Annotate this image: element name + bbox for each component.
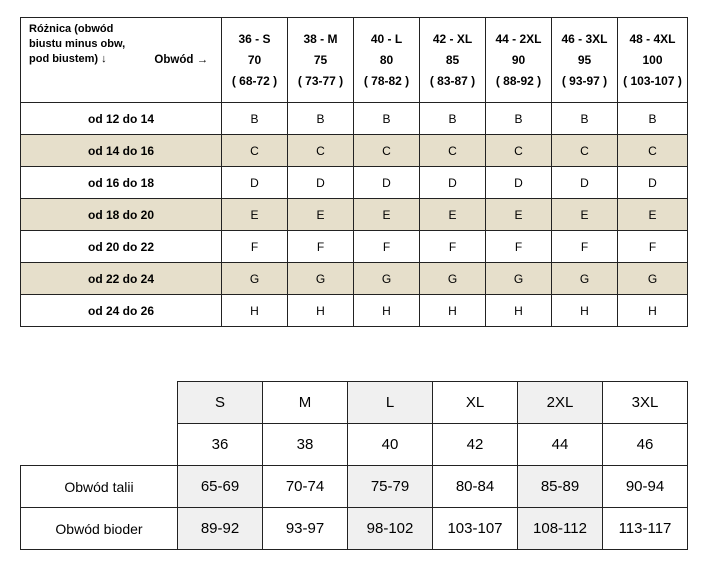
measurement-row [21,466,688,508]
cup-size-cell: F [354,231,420,263]
measurement-value: 89-92 [178,508,263,550]
blank-corner [21,424,178,466]
cup-size-cell: B [486,103,552,135]
size-label: 36 - S [238,31,271,46]
band-range: ( 88-92 ) [495,73,542,88]
cup-size-cell: H [618,295,688,327]
size-number-cell: 38 [263,424,348,466]
difference-range-label: od 22 do 24 [21,263,222,295]
size-number-cell: 44 [518,424,603,466]
cup-size-cell: C [420,135,486,167]
size-letter-cell: 2XL [518,382,603,424]
measurement-value: 70-74 [263,466,348,508]
size-label: 44 - 2XL [495,31,542,46]
band-value: 85 [445,52,460,67]
size-header-cell [222,18,288,103]
measurement-value: 98-102 [348,508,433,550]
difference-range-label: od 12 do 14 [21,103,222,135]
size-number-row [21,424,688,466]
cup-size-cell: H [354,295,420,327]
measurement-value: 103-107 [433,508,518,550]
cup-size-cell: G [552,263,618,295]
cup-table-row [21,295,688,327]
cup-size-cell: E [486,199,552,231]
difference-range-label: od 16 do 18 [21,167,222,199]
cup-size-cell: F [552,231,618,263]
cup-size-cell: E [618,199,688,231]
cup-size-cell: C [354,135,420,167]
size-label: 46 - 3XL [561,31,608,46]
cup-size-cell: F [618,231,688,263]
cup-size-cell: C [486,135,552,167]
cup-size-cell: D [552,167,618,199]
cup-size-cell: H [420,295,486,327]
size-letter-cell: XL [433,382,518,424]
cup-size-cell: B [222,103,288,135]
measurement-label: Obwód bioder [21,508,178,550]
measurement-value: 65-69 [178,466,263,508]
band-value: 90 [511,52,526,67]
difference-range-label: od 24 do 26 [21,295,222,327]
size-letter-row [21,382,688,424]
cup-size-cell: G [222,263,288,295]
cup-size-cell: D [486,167,552,199]
cup-size-cell: E [420,199,486,231]
cup-size-cell: E [552,199,618,231]
measurement-value: 93-97 [263,508,348,550]
size-letter-cell: L [348,382,433,424]
cup-size-cell: H [288,295,354,327]
size-label: 40 - L [370,31,403,46]
band-range: ( 83-87 ) [429,73,476,88]
size-letter-cell: S [178,382,263,424]
band-range: ( 78-82 ) [363,73,410,88]
band-value: 80 [379,52,394,67]
cup-size-cell: G [618,263,688,295]
difference-range-label: od 20 do 22 [21,231,222,263]
size-letter-cell: 3XL [603,382,688,424]
size-label: 42 - XL [432,31,473,46]
size-letter-cell: M [263,382,348,424]
difference-range-label: od 18 do 20 [21,199,222,231]
size-header-cell [486,18,552,103]
cup-size-cell: G [354,263,420,295]
cup-size-cell: B [420,103,486,135]
cup-size-cell: D [618,167,688,199]
cup-table-row [21,103,688,135]
size-header-cell [552,18,618,103]
waist-hip-size-table [20,381,688,550]
band-value: 95 [577,52,592,67]
cup-size-cell: H [552,295,618,327]
measurement-row [21,508,688,550]
cup-size-cell: B [354,103,420,135]
band-value: 75 [313,52,328,67]
cup-size-cell: F [222,231,288,263]
band-range: ( 103-107 ) [623,73,682,88]
measurement-value: 85-89 [518,466,603,508]
size-number-cell: 40 [348,424,433,466]
cup-size-cell: E [354,199,420,231]
band-range: ( 93-97 ) [561,73,608,88]
cup-size-cell: E [222,199,288,231]
cup-table-row [21,167,688,199]
cup-table-row [21,263,688,295]
cup-size-cell: C [222,135,288,167]
cup-size-cell: D [288,167,354,199]
cup-size-cell: D [420,167,486,199]
blank-corner [21,382,178,424]
measurement-value: 75-79 [348,466,433,508]
band-value: 70 [247,52,262,67]
cup-size-cell: G [420,263,486,295]
size-header-cell [354,18,420,103]
size-header-cell [420,18,486,103]
measurement-value: 90-94 [603,466,688,508]
size-number-cell: 46 [603,424,688,466]
band-range: ( 68-72 ) [231,73,278,88]
cup-size-cell: G [288,263,354,295]
cup-size-cell: H [486,295,552,327]
cup-size-cell: B [552,103,618,135]
cup-size-cell: F [486,231,552,263]
cup-size-cell: G [486,263,552,295]
size-label: 48 - 4XL [629,31,676,46]
cup-size-cell: H [222,295,288,327]
cup-size-cell: F [420,231,486,263]
cup-table-row [21,135,688,167]
size-header-cell [618,18,688,103]
cup-size-cell: E [288,199,354,231]
circumference-header: Obwód → [142,18,222,103]
cup-table-row [21,199,688,231]
size-header-cell [288,18,354,103]
size-number-cell: 36 [178,424,263,466]
difference-header: Różnica (obwód biustu minus obw, pod biustem) ↓ [21,18,142,103]
cup-size-cell: C [552,135,618,167]
cup-size-cell: B [288,103,354,135]
measurement-value: 108-112 [518,508,603,550]
band-range: ( 73-77 ) [297,73,344,88]
cup-table-row [21,231,688,263]
band-value: 100 [642,52,663,67]
measurement-value: 113-117 [603,508,688,550]
size-label: 38 - M [303,31,338,46]
cup-size-cell: B [618,103,688,135]
cup-size-cell: D [354,167,420,199]
cup-size-table [20,17,688,327]
cup-size-cell: D [222,167,288,199]
cup-size-cell: C [288,135,354,167]
size-number-cell: 42 [433,424,518,466]
difference-range-label: od 14 do 16 [21,135,222,167]
cup-table-header-row [21,18,688,103]
measurement-label: Obwód talii [21,466,178,508]
cup-size-cell: C [618,135,688,167]
cup-size-cell: F [288,231,354,263]
measurement-value: 80-84 [433,466,518,508]
